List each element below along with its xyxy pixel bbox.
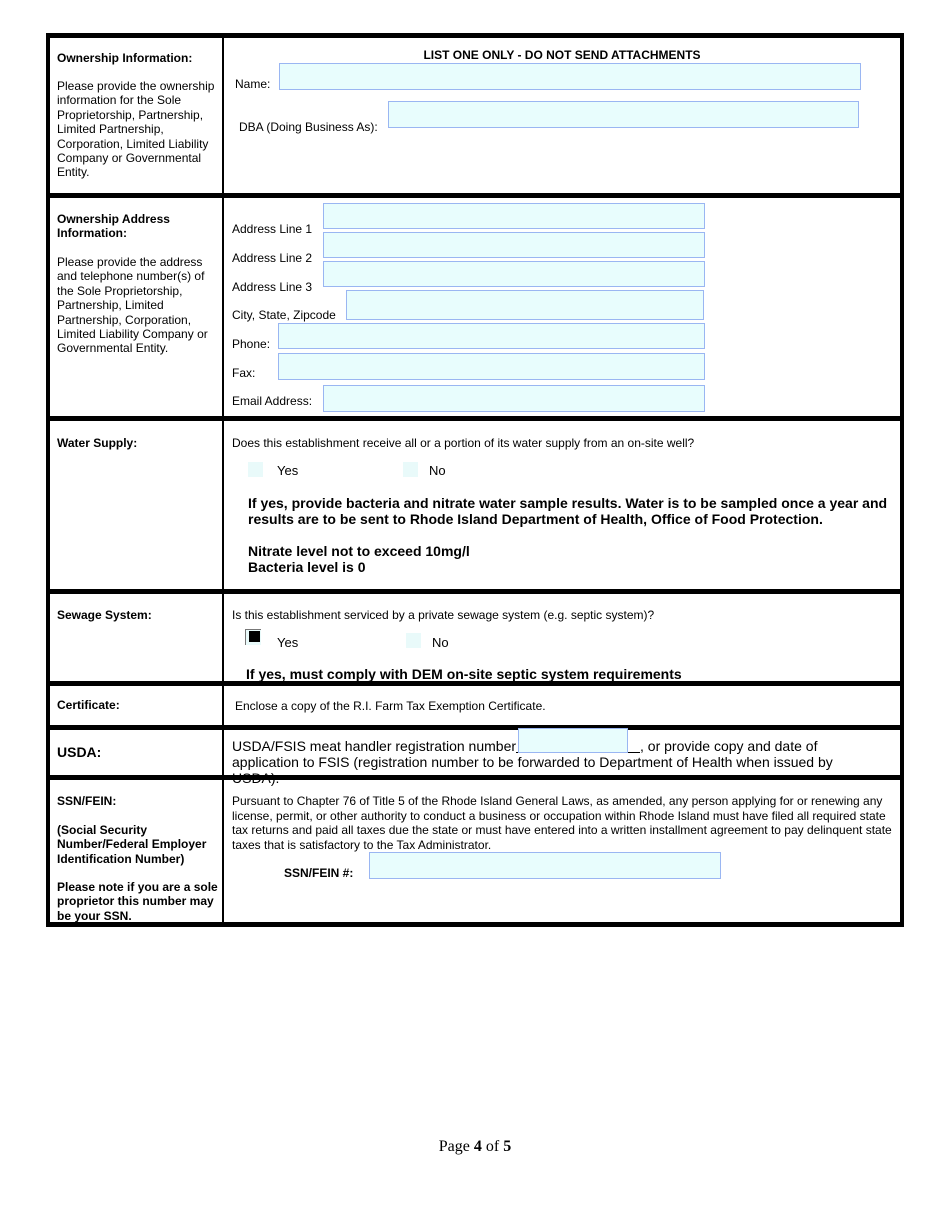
table-border-left (46, 33, 50, 927)
water-yes-checkbox[interactable] (248, 462, 263, 477)
address-line2-input[interactable] (323, 232, 705, 258)
address-line3-label: Address Line 3 (232, 280, 313, 294)
page-word: Page (438, 1138, 470, 1155)
ownership-title: Ownership Information: (57, 51, 193, 65)
sewage-yes-checkbox[interactable] (246, 630, 261, 645)
nitrate-level: Nitrate level not to exceed 10mg/l (248, 543, 470, 559)
ssn-field-label: SSN/FEIN #: (284, 866, 354, 880)
ssn-note: Please note if you are a sole proprietor this number may be your SSN. (57, 880, 218, 923)
bacteria-level: Bacteria level is 0 (248, 559, 366, 575)
ssn-legal-text: Pursuant to Chapter 76 of Title 5 of the Rhode Island General Laws, as amended, any person applying for or renewing any license, permit, or other authority to conduct a business or occupation within Rhode Island must have filed all required state tax returns and paid all taxes due the state or must have entered into a written installment agreement to pay delinquent state taxes that is satisfactory to the Tax Administrator. (232, 794, 892, 852)
dba-input[interactable] (388, 101, 859, 128)
usda-text-before: USDA/FSIS meat handler registration number (232, 738, 517, 754)
address-title: Ownership Address Information: (57, 212, 170, 241)
sewage-yes-label: Yes (277, 635, 299, 650)
of-word: of (485, 1138, 500, 1155)
ssn-title: SSN/FEIN: (57, 794, 117, 808)
row-divider (46, 725, 904, 730)
usda-text-line2: application to FSIS (registration number to be forwarded to Department of Health when issued by (232, 754, 833, 770)
dba-label: DBA (Doing Business As): (239, 120, 378, 134)
certificate-text: Enclose a copy of the R.I. Farm Tax Exemption Certificate. (235, 699, 546, 713)
email-label: Email Address: (232, 394, 313, 408)
water-question: Does this establishment receive all or a portion of its water supply from an on-site well? (232, 436, 695, 450)
phone-label: Phone: (232, 337, 271, 351)
phone-input[interactable] (278, 323, 705, 349)
page-footer (0, 1138, 950, 1156)
fax-input[interactable] (278, 353, 705, 380)
address-line2-label: Address Line 2 (232, 251, 313, 265)
sewage-question: Is this establishment serviced by a private sewage system (e.g. septic system)? (232, 608, 655, 622)
usda-text-line3: USDA). (232, 770, 280, 786)
row-divider (46, 416, 904, 421)
address-line1-input[interactable] (323, 203, 705, 229)
email-input[interactable] (323, 385, 705, 412)
ssn-subtitle: (Social Security Number/Federal Employer Identification Number) (57, 823, 207, 866)
water-yes-label: Yes (277, 463, 299, 478)
sewage-note: If yes, must comply with DEM on-site septic system requirements (246, 666, 682, 682)
column-divider (222, 33, 224, 927)
water-title: Water Supply: (57, 436, 138, 450)
name-input[interactable] (279, 63, 861, 90)
page-current: 4 (473, 1138, 482, 1155)
address-line1-label: Address Line 1 (232, 222, 313, 236)
row-divider (46, 193, 904, 198)
row-divider (46, 589, 904, 594)
usda-registration-input[interactable] (518, 728, 628, 753)
ownership-header: LIST ONE ONLY - DO NOT SEND ATTACHMENTS (423, 48, 701, 62)
page-total: 5 (503, 1138, 512, 1155)
city-state-zip-input[interactable] (346, 290, 704, 320)
name-label: Name: (235, 77, 271, 91)
water-note: If yes, provide bacteria and nitrate water sample results. Water is to be sampled once a year and results are to be sent to Rhode Island Department of Health, Office of Food Protection. (248, 495, 888, 527)
water-no-checkbox[interactable] (403, 462, 418, 477)
city-state-zip-label: City, State, Zipcode (232, 308, 336, 322)
certificate-title: Certificate: (57, 698, 120, 712)
sewage-no-checkbox[interactable] (406, 633, 421, 648)
address-line3-input[interactable] (323, 261, 705, 287)
address-description: Please provide the address and telephone number(s) of the Sole Proprietorship, Partnership, Limited Partnership, Corporation, Limited Liability Company or Governmental Entity. (57, 255, 208, 356)
ssn-input[interactable] (369, 852, 721, 879)
ownership-description: Please provide the ownership information for the Sole Proprietorship, Partnership, Limited Partnership, Corporation, Limited Liability Company or Governmental Entity. (57, 79, 215, 180)
fax-label: Fax: (232, 366, 256, 380)
sewage-no-label: No (432, 635, 449, 650)
usda-text-after: , or provide copy and date of (640, 738, 818, 754)
sewage-title: Sewage System: (57, 608, 152, 622)
table-border-top (46, 33, 904, 38)
table-border-right (900, 33, 904, 927)
water-no-label: No (429, 463, 446, 478)
usda-title: USDA: (57, 744, 102, 760)
